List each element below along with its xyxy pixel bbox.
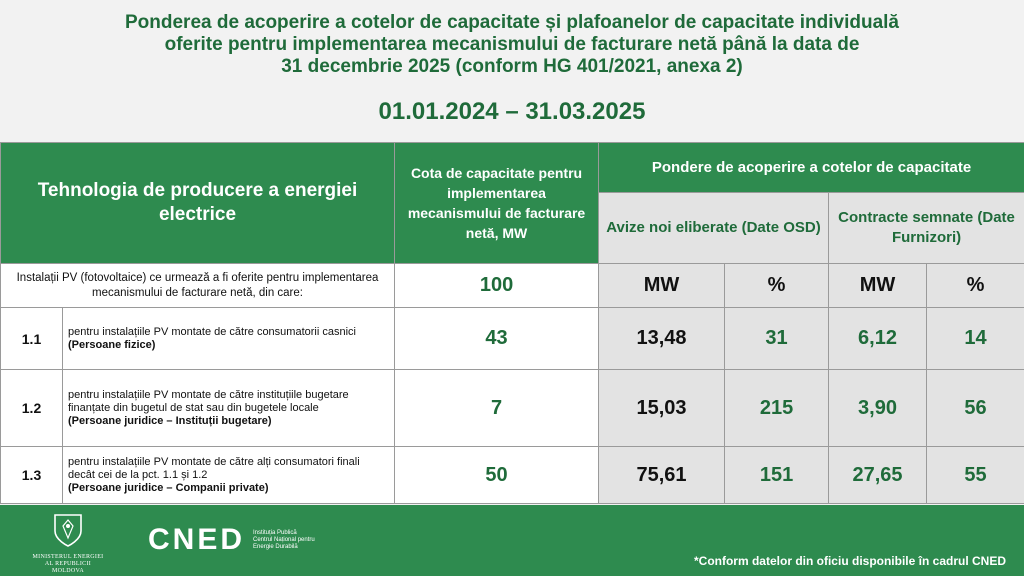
total-label: Instalații PV (fotovoltaice) ce urmează a fi oferite pentru implementarea mecanismului de facturare netă, din care: — [1, 264, 395, 308]
footer — [0, 505, 1024, 576]
row-index: 1.3 — [1, 447, 63, 504]
row-desc-text: pentru instalațiile PV montate de către instituțiile bugetare finanțate din bugetul de stat sau din bugetele locale — [68, 388, 349, 414]
row-contracts-pct: 56 — [927, 370, 1024, 447]
row-quota: 43 — [395, 308, 599, 370]
total-quota: 100 — [395, 264, 599, 308]
unit-notices-pct: % — [725, 264, 829, 308]
header-contracts: Contracte semnate (Date Furnizori) — [829, 193, 1024, 264]
row-notices-mw: 75,61 — [599, 447, 725, 504]
title-line-3: 31 decembrie 2025 (conform HG 401/2021, anexa 2) — [281, 56, 743, 77]
row-index: 1.1 — [1, 308, 63, 370]
row-notices-pct: 215 — [725, 370, 829, 447]
cned-sub-1: Instituția Publică — [253, 529, 297, 536]
period-range: 01.01.2024 – 31.03.2025 — [378, 98, 646, 125]
row-notices-mw: 13,48 — [599, 308, 725, 370]
ministry-logo — [32, 511, 104, 575]
table-row — [1, 308, 1024, 370]
row-contracts-pct: 14 — [927, 308, 1024, 370]
ministry-name-2: AL REPUBLICII MOLDOVA — [44, 561, 92, 574]
unit-contracts-mw: MW — [829, 264, 927, 308]
row-description — [63, 308, 395, 370]
cned-wordmark: CNED — [148, 523, 246, 556]
row-notices-pct: 31 — [725, 308, 829, 370]
footnote: *Conform datelor din oficiu disponibile în cadrul CNED — [693, 554, 1006, 568]
row-category: (Persoane juridice – Instituții bugetare) — [68, 414, 272, 427]
header-coverage: Pondere de acoperire a cotelor de capacitate — [599, 143, 1024, 193]
row-quota: 7 — [395, 370, 599, 447]
row-desc-text: pentru instalațiile PV montate de către alți consumatori finali decât cei de la pct. 1.1 și 1.2 — [68, 455, 360, 481]
unit-notices-mw: MW — [599, 264, 725, 308]
title-line-1: Ponderea de acoperire a cotelor de capacitate și plafoanelor de capacitate individuală — [125, 12, 899, 33]
table-row — [1, 447, 1024, 504]
total-row — [1, 264, 1024, 308]
row-category: (Persoane fizice) — [68, 338, 156, 351]
row-quota: 50 — [395, 447, 599, 504]
row-contracts-pct: 55 — [927, 447, 1024, 504]
cned-sub-3: Energie Durabilă — [253, 543, 298, 550]
cned-sub-2: Centrul Național pentru — [253, 536, 315, 543]
unit-contracts-pct: % — [927, 264, 1024, 308]
cned-logo — [148, 523, 315, 557]
row-notices-mw: 15,03 — [599, 370, 725, 447]
header-quota: Cota de capacitate pentru implementarea mecanismului de facturare netă, MW — [395, 143, 599, 264]
row-contracts-mw: 3,90 — [829, 370, 927, 447]
coverage-table — [0, 142, 1024, 504]
row-contracts-mw: 27,65 — [829, 447, 927, 504]
ministry-name-1: MINISTERUL ENERGIEI — [32, 554, 104, 560]
table-row — [1, 370, 1024, 447]
header-notices: Avize noi eliberate (Date OSD) — [599, 193, 829, 264]
row-desc-text: pentru instalațiile PV montate de către consumatorii casnici — [68, 325, 356, 338]
row-description — [63, 370, 395, 447]
coat-of-arms-icon — [51, 511, 85, 549]
cned-subtitle — [253, 530, 315, 551]
row-notices-pct: 151 — [725, 447, 829, 504]
row-index: 1.2 — [1, 370, 63, 447]
title-line-2: oferite pentru implementarea mecanismului de facturare netă până la data de — [164, 34, 860, 55]
row-description — [63, 447, 395, 504]
row-contracts-mw: 6,12 — [829, 308, 927, 370]
row-category: (Persoane juridice – Companii private) — [68, 481, 269, 494]
page-title — [0, 12, 1024, 78]
header-technology: Tehnologia de producere a energiei electrice — [1, 143, 395, 264]
